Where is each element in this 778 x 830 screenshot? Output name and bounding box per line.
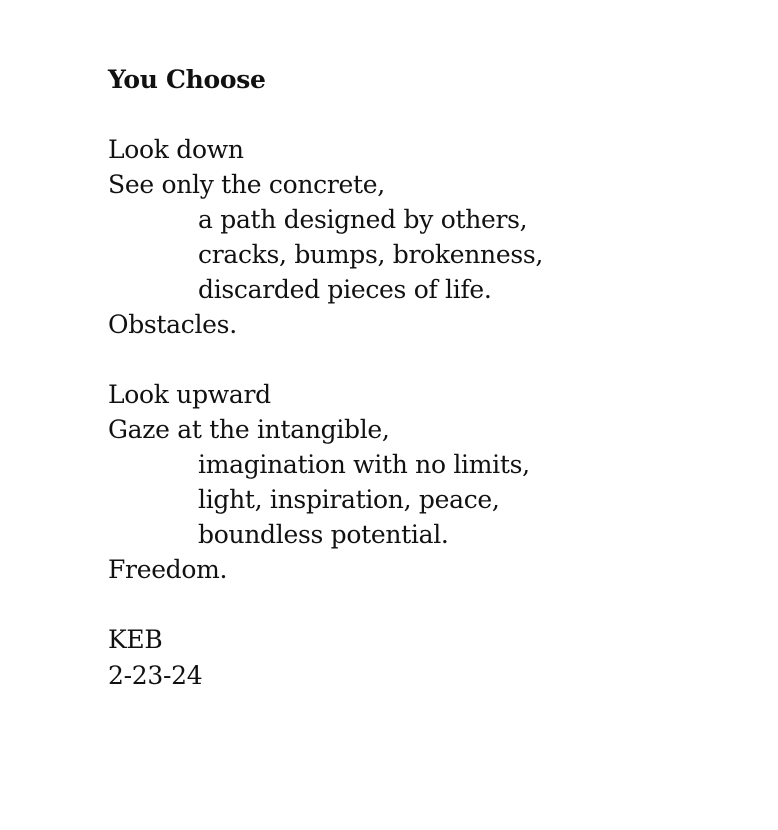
stanza-1-line-6: Obstacles. (108, 310, 237, 339)
poem (108, 62, 728, 694)
stanza-1-line-3: a path designed by others, (198, 205, 528, 234)
stanza-2-line-1: Look upward (108, 380, 271, 409)
stanza-1-line-2: See only the concrete, (108, 170, 385, 199)
poem-date: 2-23-24 (108, 661, 203, 690)
stanza-2-line-4: light, inspiration, peace, (198, 485, 500, 514)
signature-block (108, 622, 728, 694)
stanza-2-line-2: Gaze at the intangible, (108, 415, 390, 444)
stanza-1-line-5: discarded pieces of life. (198, 275, 492, 304)
author-initials: KEB (108, 625, 163, 654)
stanza-1 (108, 132, 728, 342)
stanza-2-line-6: Freedom. (108, 555, 228, 584)
poem-title: You Choose (108, 65, 266, 94)
stanza-1-line-4: cracks, bumps, brokenness, (198, 240, 544, 269)
stanza-2-line-5: boundless potential. (198, 520, 449, 549)
stanza-2 (108, 377, 728, 587)
stanza-1-line-1: Look down (108, 135, 244, 164)
stanza-2-line-3: imagination with no limits, (198, 450, 530, 479)
